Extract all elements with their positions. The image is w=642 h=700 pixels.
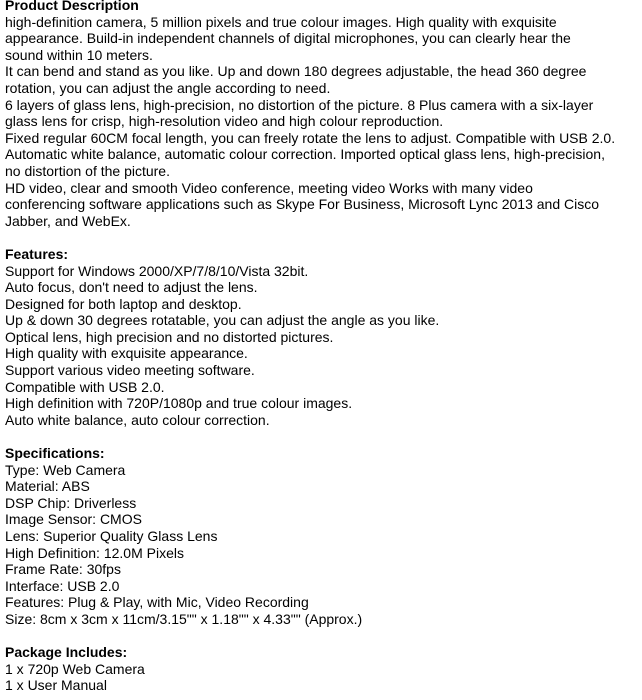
spec-item: High Definition: 12.0M Pixels <box>5 544 184 561</box>
description-line: appearance. Build-in independent channels of digital microphones, you can clearly hear the <box>5 30 571 47</box>
spec-item: Material: ABS <box>5 478 90 495</box>
description-line: Automatic white balance, automatic colour correction. Imported optical glass lens, high-precision, <box>5 146 605 163</box>
spec-item: DSP Chip: Driverless <box>5 494 137 511</box>
feature-item: High quality with exquisite appearance. <box>5 345 248 362</box>
specifications-heading: Specifications: <box>5 445 105 462</box>
description-line: 6 layers of glass lens, high-precision, no distortion of the picture. 8 Plus camera with a six-layer <box>5 96 594 113</box>
features-heading: Features: <box>5 245 69 262</box>
package-section <box>5 644 637 694</box>
package-item: 1 x User Manual <box>5 677 107 694</box>
description-line: conferencing software applications such as Skype For Business, Microsoft Lync 2013 and Cisco <box>5 196 600 213</box>
feature-item: Compatible with USB 2.0. <box>5 378 165 395</box>
feature-item: Support various video meeting software. <box>5 362 255 379</box>
description-line: rotation, you can adjust the angle according to need. <box>5 79 331 96</box>
description-line: sound within 10 meters. <box>5 46 153 63</box>
feature-item: Up & down 30 degrees rotatable, you can adjust the angle as you like. <box>5 312 440 329</box>
feature-item: Designed for both laptop and desktop. <box>5 295 242 312</box>
package-item: 1 x 720p Web Camera <box>5 660 145 677</box>
spec-item: Size: 8cm x 3cm x 11cm/3.15"" x 1.18"" x 4.33"" (Approx.) <box>5 610 363 627</box>
description-line: Fixed regular 60CM focal length, you can freely rotate the lens to adjust. Compatible with USB 2.0. <box>5 129 616 146</box>
description-line: HD video, clear and smooth Video conference, meeting video Works with many video <box>5 179 533 196</box>
product-description-heading: Product Description <box>5 0 139 13</box>
package-heading: Package Includes: <box>5 644 128 661</box>
section-spacer <box>5 428 637 445</box>
section-spacer <box>5 628 637 645</box>
features-section <box>5 246 637 429</box>
description-line: no distortion of the picture. <box>5 162 170 179</box>
spec-item: Lens: Superior Quality Glass Lens <box>5 528 218 544</box>
spec-item: Image Sensor: CMOS <box>5 511 142 528</box>
description-line: glass lens for crisp, high-resolution video and high colour reproduction. <box>5 113 444 130</box>
feature-item: High definition with 720P/1080p and true colour images. <box>5 395 353 412</box>
feature-item: Support for Windows 2000/XP/7/8/10/Vista 32bit. <box>5 262 309 279</box>
spec-item: Features: Plug & Play, with Mic, Video Recording <box>5 594 309 611</box>
spec-item: Interface: USB 2.0 <box>5 577 120 594</box>
product-description-section <box>5 0 637 229</box>
feature-item: Auto white balance, auto colour correction. <box>5 411 270 428</box>
specifications-section <box>5 445 637 628</box>
spec-item: Type: Web Camera <box>5 461 126 478</box>
description-line: It can bend and stand as you like. Up and down 180 degrees adjustable, the head 360 degree <box>5 63 587 80</box>
spec-item: Frame Rate: 30fps <box>5 561 121 578</box>
description-line: Jabber, and WebEx. <box>5 212 131 229</box>
feature-item: Optical lens, high precision and no distorted pictures. <box>5 328 334 345</box>
description-line: high-definition camera, 5 million pixels and true colour images. High quality with exquisite <box>5 13 557 30</box>
section-spacer <box>5 229 637 246</box>
feature-item: Auto focus, don't need to adjust the lens. <box>5 279 258 296</box>
